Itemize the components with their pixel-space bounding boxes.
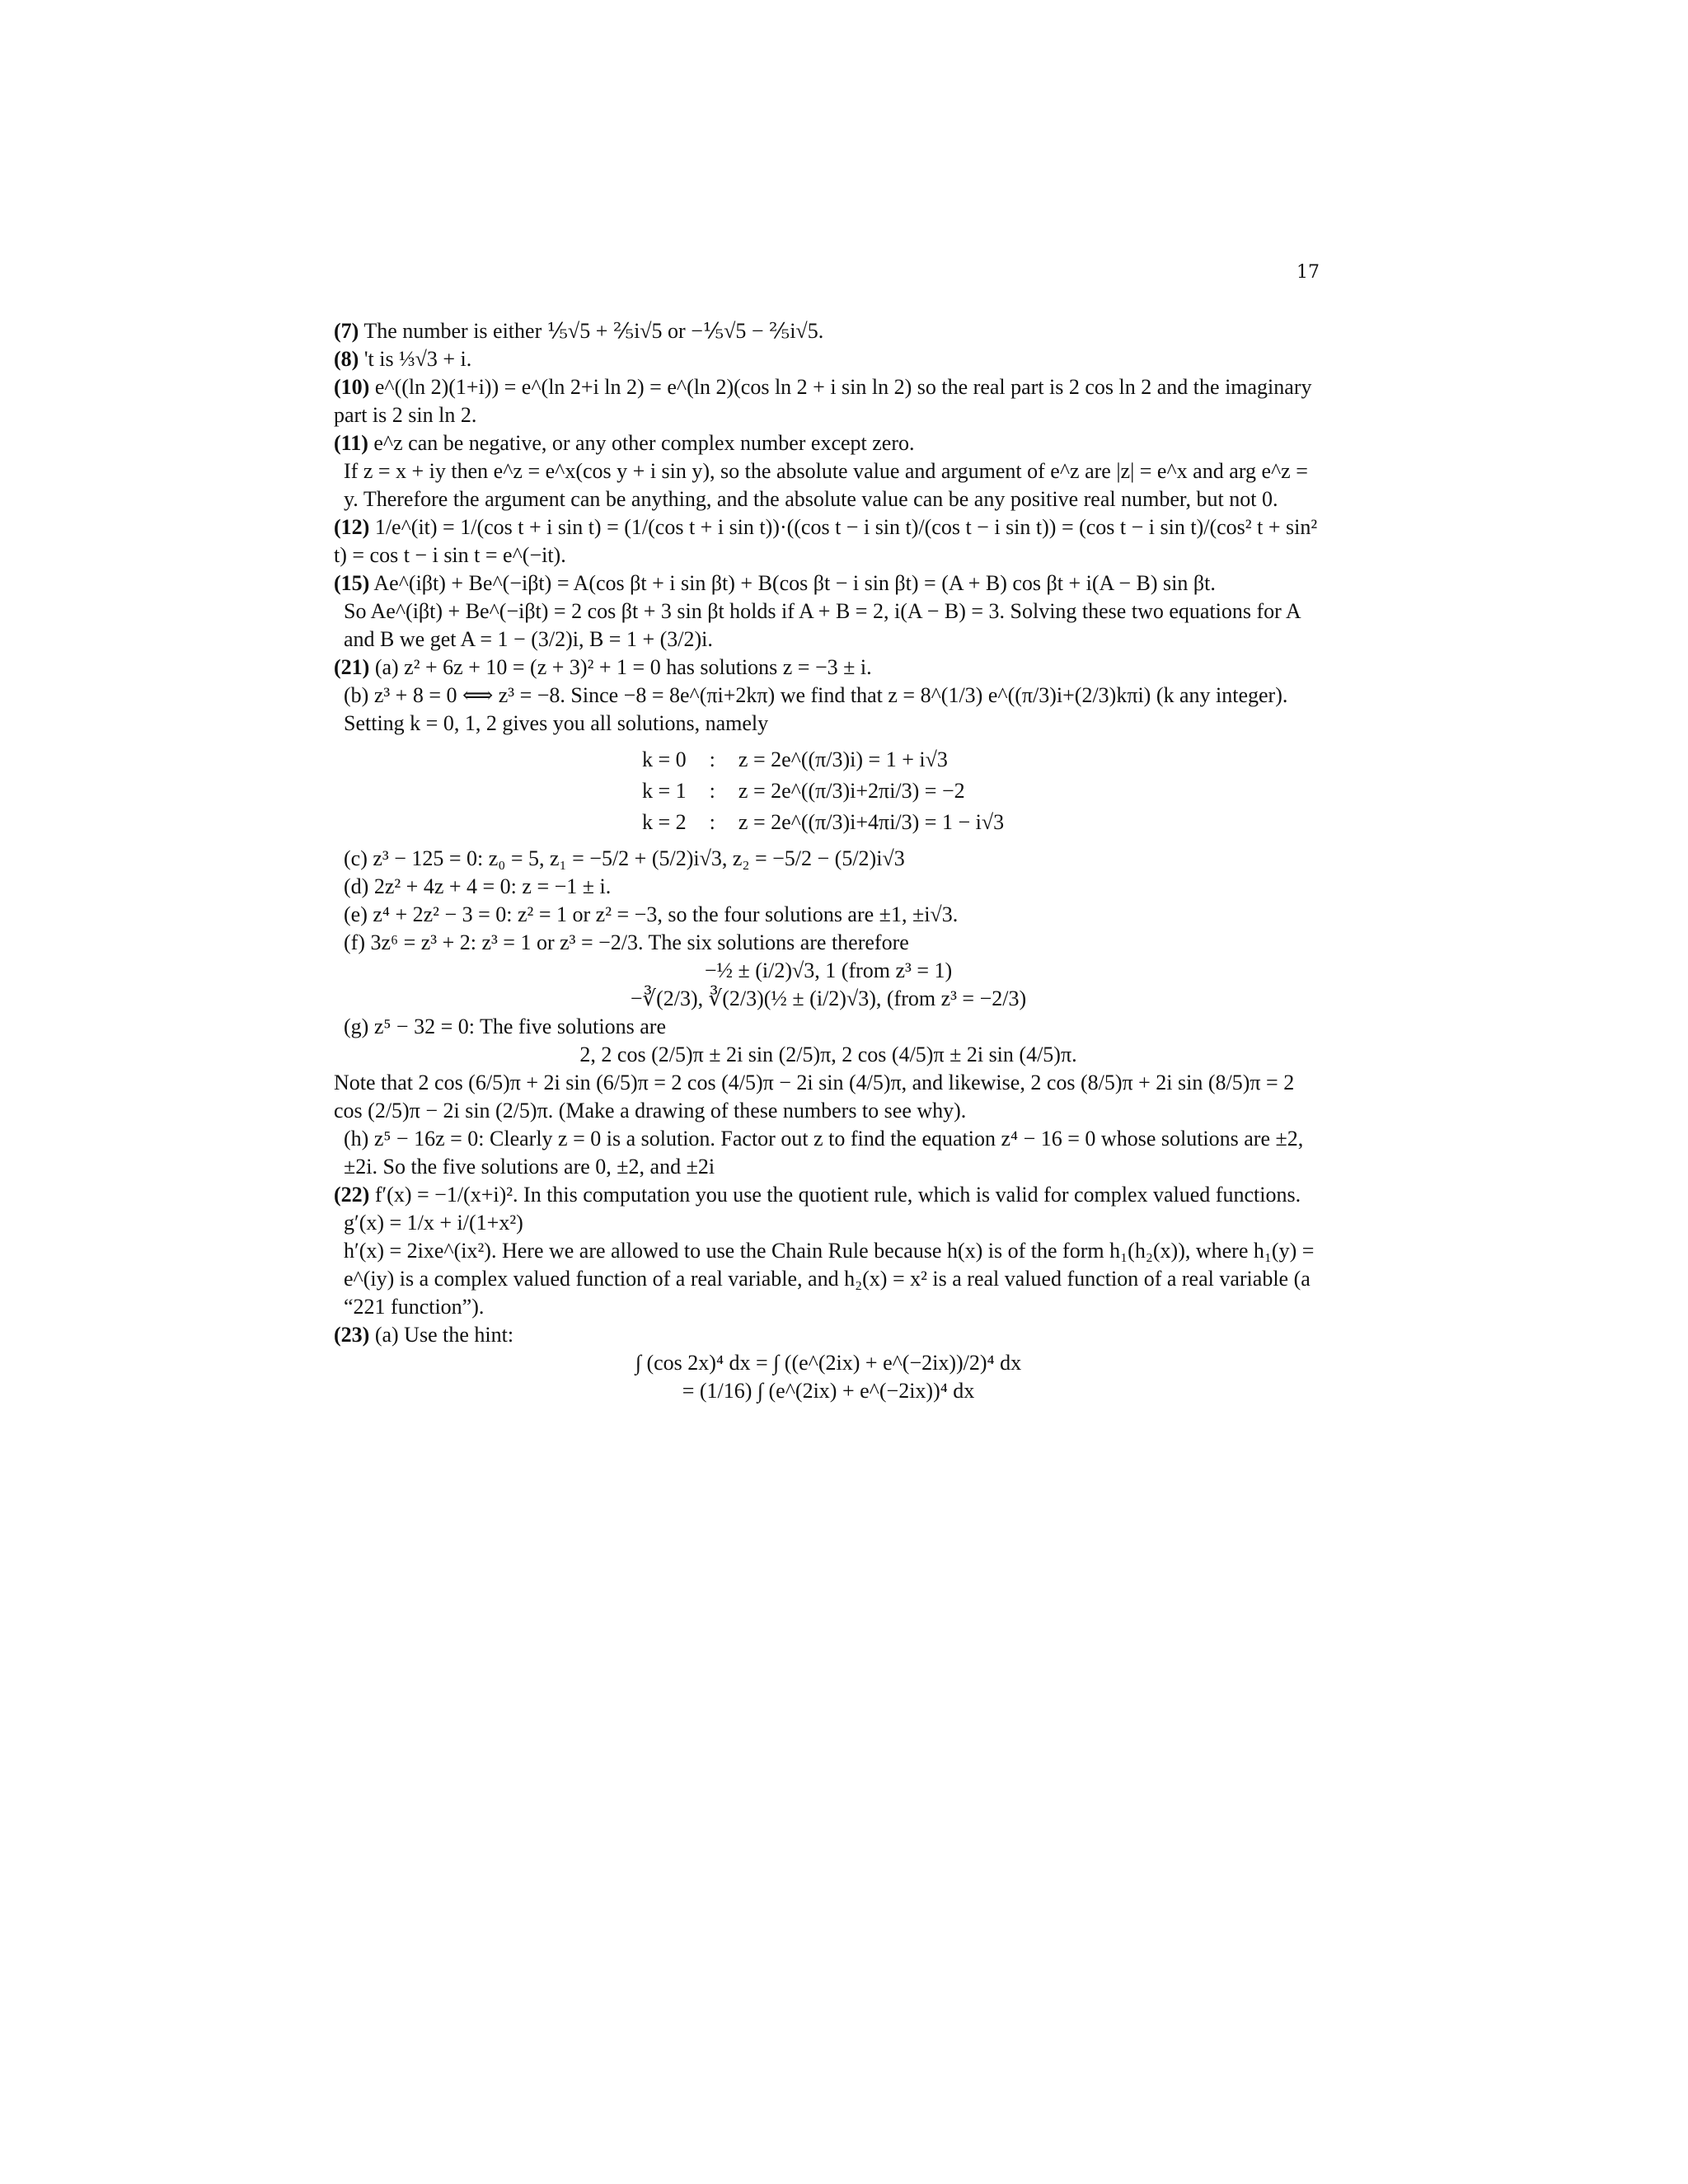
k-table-row [631,807,1015,838]
k-table-cell-k: k = 2 [642,810,687,834]
solution-text: (b) z³ + 8 = 0 ⟺ z³ = −8. Since −8 = 8e^(πi+2kπ) we find that z = 8^(1/3) e^((π/3)i+(2/3)kπi) (k any integer). Setting k = 0, 1, 2 gives you all solutions, namely [344,683,1288,735]
solution-line [334,682,1323,738]
problem-23 [334,1321,1323,1349]
solution-line [334,598,1323,654]
k-table-row [631,776,1015,807]
g-equation: 2, 2 cos (2/5)π ± 2i sin (2/5)π, 2 cos (4/5)π ± 2i sin (4/5)π. [579,1043,1077,1066]
sub-solution-line: (f) 3z⁶ = z³ + 2: z³ = 1 or z³ = −2/3. The six solutions are therefore [344,930,909,954]
problem-label: (8) [334,347,359,371]
problem-label: (7) [334,319,359,343]
k-table-cell-k: k = 1 [642,779,687,803]
problem-23-text: (a) Use the hint: [374,1323,514,1347]
sub-solution-line: (d) 2z² + 4z + 4 = 0: z = −1 ± i. [344,874,612,898]
f-equation-1: −½ ± (i/2)√3, 1 (from z³ = 1) [704,958,953,982]
problem-23-label: (23) [334,1323,370,1347]
solution-line [334,345,1323,373]
problem-23-eq1: ∫ (cos 2x)⁴ dx = ∫ ((e^(2ix) + e^(−2ix))/2)⁴ dx [635,1351,1022,1375]
solution-text: e^z can be negative, or any other complex number except zero. [373,431,915,455]
solution-text: (a) z² + 6z + 10 = (z + 3)² + 1 = 0 has solutions z = −3 ± i. [374,655,872,679]
problem-label: (15) [334,571,370,595]
f-equation-2: −∛(2/3), ∛(2/3)(½ ± (i/2)√3), (from z³ = −2/3) [630,987,1027,1010]
problem-22-g: g′(x) = 1/x + i/(1+x²) [344,1211,523,1235]
problem-22-h: h′(x) = 2ixe^(ix²). Here we are allowed to use the Chain Rule because h(x) is of the form h₁(h₂(x)), where h₁(y) = e^(iy) is a complex valued function of a real variable, and h₂(x) = x² is a real valued function of a real variable (a “221 function”). [344,1239,1315,1319]
solution-text: So Ae^(iβt) + Be^(−iβt) = 2 cos βt + 3 sin βt holds if A + B = 2, i(A − B) = 3. Solving these two equations for A and B we get A = 1 − (3/2)i, B = 1 + (3/2)i. [344,599,1301,651]
solution-line [334,457,1323,513]
problem-23-eq2: = (1/16) ∫ (e^(2ix) + e^(−2ix))⁴ dx [682,1379,975,1403]
problem-label: (12) [334,515,370,539]
k-table-cell-z: z = 2e^((π/3)i) = 1 + i√3 [738,748,948,771]
solution-text: Ae^(iβt) + Be^(−iβt) = A(cos βt + i sin βt) + B(cos βt − i sin βt) = (A + B) cos βt + i(A − B) sin βt. [373,571,1216,595]
k-table-cell-z: z = 2e^((π/3)i+4πi/3) = 1 − i√3 [738,810,1005,834]
solution-text: e^((ln 2)(1+i)) = e^(ln 2+i ln 2) = e^(ln 2)(cos ln 2 + i sin ln 2) so the real part is 2 cos ln 2 and the imaginary part is 2 sin ln 2. [334,375,1312,427]
sub-solution-line: (e) z⁴ + 2z² − 3 = 0: z² = 1 or z² = −3, so the four solutions are ±1, ±i√3. [344,902,959,926]
solution-line [334,569,1323,598]
problem-label: (11) [334,431,368,455]
solution-line [334,373,1323,429]
solution-text: If z = x + iy then e^z = e^x(cos y + i sin y), so the absolute value and argument of e^z are |z| = e^x and arg e^z = y. Therefore the argument can be anything, and the absolute value can be any positive real number, but not 0. [344,459,1308,511]
problem-label: (21) [334,655,370,679]
solutions-content [334,317,1323,1405]
k-table-row [631,744,1015,776]
k-table-cell-sep: : [709,748,715,771]
solution-text: 't is ⅓√3 + i. [363,347,472,371]
problem-22 [334,1181,1323,1209]
solution-text: 1/e^(it) = 1/(cos t + i sin t) = (1/(cos t + i sin t))·((cos t − i sin t)/(cos t − i sin t)) = (cos t − i sin t)/(cos² t + sin² t) = cos t − i sin t = e^(−it). [334,515,1318,567]
solution-line [334,317,1323,345]
g-line: (g) z⁵ − 32 = 0: The five solutions are [344,1015,666,1038]
problem-22-text: f′(x) = −1/(x+i)². In this computation you use the quotient rule, which is valid for complex valued functions. [374,1183,1301,1207]
k-table-cell-k: k = 0 [642,748,687,771]
k-table-cell-sep: : [709,810,715,834]
lines-block [334,317,1323,738]
page-number: 17 [1296,262,1320,283]
solution-line [334,513,1323,569]
sub-solution-line: (c) z³ − 125 = 0: z₀ = 5, z₁ = −5/2 + (5/2)i√3, z₂ = −5/2 − (5/2)i√3 [344,846,905,870]
h-line: (h) z⁵ − 16z = 0: Clearly z = 0 is a solution. Factor out z to find the equation z⁴ − 16 = 0 whose solutions are ±2, ±2i. So the five solutions are 0, ±2, and ±2i [344,1127,1304,1179]
solution-line [334,654,1323,682]
problem-label: (10) [334,375,370,399]
solution-text: The number is either ⅕√5 + ⅖i√5 or −⅕√5 − ⅖i√5. [363,319,824,343]
solution-line [334,429,1323,457]
k-solutions-table [631,744,1015,838]
k-table-cell-z: z = 2e^((π/3)i+2πi/3) = −2 [738,779,965,803]
lines2-block [334,845,1323,957]
g-note: Note that 2 cos (6/5)π + 2i sin (6/5)π = 2 cos (4/5)π − 2i sin (4/5)π, and likewise, 2 cos (8/5)π + 2i sin (8/5)π = 2 cos (2/5)π − 2i sin (2/5)π. (Make a drawing of these numbers to see why). [334,1071,1295,1122]
problem-22-label: (22) [334,1183,370,1207]
k-table-cell-sep: : [709,779,715,803]
